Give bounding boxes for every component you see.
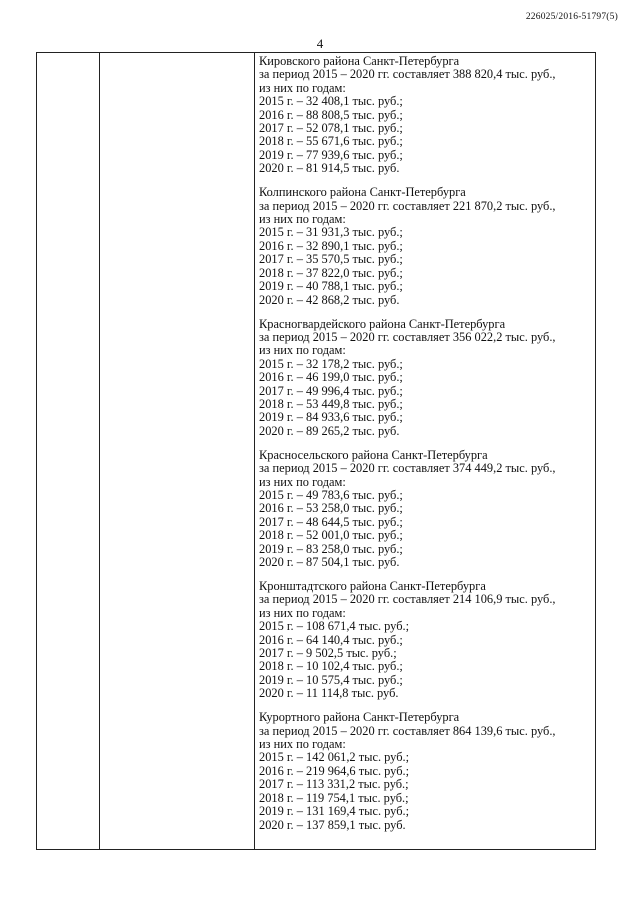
year-line-2018: 2018 г. – 52 001,0 тыс. руб.; bbox=[259, 528, 403, 543]
year-line-2017: 2017 г. – 9 502,5 тыс. руб.; bbox=[259, 646, 397, 661]
funding-table bbox=[36, 52, 596, 850]
year-line-2020: 2020 г. – 137 859,1 тыс. руб. bbox=[259, 817, 406, 832]
district-name: Курортного района Санкт-Петербурга bbox=[259, 710, 460, 725]
year-line-2019: 2019 г. – 83 258,0 тыс. руб.; bbox=[259, 541, 403, 556]
year-line-2016: 2016 г. – 32 890,1 тыс. руб.; bbox=[259, 238, 403, 253]
year-line-2016: 2016 г. – 53 258,0 тыс. руб.; bbox=[259, 501, 403, 516]
year-line-2018: 2018 г. – 37 822,0 тыс. руб.; bbox=[259, 265, 403, 280]
year-line-2020: 2020 г. – 87 504,1 тыс. руб. bbox=[259, 555, 400, 569]
year-line-2019: 2019 г. – 40 788,1 тыс. руб.; bbox=[259, 279, 403, 294]
district-intro: из них по годам: bbox=[259, 212, 346, 227]
district-block-kurortny bbox=[259, 711, 589, 832]
year-line-2020: 2020 г. – 11 114,8 тыс. руб. bbox=[259, 686, 399, 701]
district-name: Красногвардейского района Санкт-Петербурга bbox=[259, 316, 506, 331]
year-line-2015: 2015 г. – 142 061,2 тыс. руб.; bbox=[259, 750, 410, 765]
year-line-2018: 2018 г. – 119 754,1 тыс. руб.; bbox=[259, 790, 409, 805]
year-line-2020: 2020 г. – 89 265,2 тыс. руб. bbox=[259, 423, 400, 438]
district-name: Кировского района Санкт-Петербурга bbox=[259, 54, 460, 68]
column-divider-2 bbox=[254, 53, 255, 849]
year-line-2016: 2016 г. – 88 808,5 тыс. руб.; bbox=[259, 107, 403, 122]
district-name: Колпинского района Санкт-Петербурга bbox=[259, 185, 466, 200]
district-total: за период 2015 – 2020 гг. составляет 214 106,9 тыс. руб., bbox=[259, 592, 556, 607]
year-line-2019: 2019 г. – 10 575,4 тыс. руб.; bbox=[259, 672, 403, 687]
page-number: 4 bbox=[316, 36, 324, 51]
year-line-2019: 2019 г. – 84 933,6 тыс. руб.; bbox=[259, 410, 403, 425]
year-line-2020: 2020 г. – 42 868,2 тыс. руб. bbox=[259, 292, 400, 307]
document-id: 226025/2016-51797(5) bbox=[525, 12, 618, 22]
district-total: за период 2015 – 2020 гг. составляет 864 139,6 тыс. руб., bbox=[259, 723, 556, 738]
district-intro: из них по годам: bbox=[259, 605, 346, 620]
funding-text-column bbox=[259, 55, 589, 843]
district-block-kolpinsky bbox=[259, 186, 589, 307]
year-line-2018: 2018 г. – 10 102,4 тыс. руб.; bbox=[259, 659, 403, 674]
year-line-2017: 2017 г. – 49 996,4 тыс. руб.; bbox=[259, 383, 403, 398]
year-line-2017: 2017 г. – 52 078,1 тыс. руб.; bbox=[259, 121, 403, 136]
year-line-2016: 2016 г. – 64 140,4 тыс. руб.; bbox=[259, 632, 403, 647]
district-block-kronshtadtsky bbox=[259, 580, 589, 701]
district-total: за период 2015 – 2020 гг. составляет 221 870,2 тыс. руб., bbox=[259, 198, 556, 213]
year-line-2015: 2015 г. – 31 931,3 тыс. руб.; bbox=[259, 225, 403, 240]
district-name: Кронштадтского района Санкт-Петербурга bbox=[259, 579, 486, 593]
year-line-2015: 2015 г. – 32 178,2 тыс. руб.; bbox=[259, 356, 403, 371]
district-name: Красносельского района Санкт-Петербурга bbox=[259, 447, 488, 462]
district-total: за период 2015 – 2020 гг. составляет 388 820,4 тыс. руб., bbox=[259, 67, 556, 82]
district-block-krasnogvardeysky bbox=[259, 318, 589, 439]
year-line-2020: 2020 г. – 81 914,5 тыс. руб. bbox=[259, 161, 400, 176]
district-total: за период 2015 – 2020 гг. составляет 356 022,2 тыс. руб., bbox=[259, 329, 556, 344]
year-line-2019: 2019 г. – 131 169,4 тыс. руб.; bbox=[259, 804, 410, 819]
district-block-krasnoselsky bbox=[259, 449, 589, 570]
district-intro: из них по годам: bbox=[259, 343, 346, 358]
year-line-2016: 2016 г. – 46 199,0 тыс. руб.; bbox=[259, 370, 403, 385]
year-line-2017: 2017 г. – 113 331,2 тыс. руб.; bbox=[259, 777, 409, 792]
column-divider-1 bbox=[99, 53, 100, 849]
year-line-2017: 2017 г. – 48 644,5 тыс. руб.; bbox=[259, 514, 403, 529]
year-line-2015: 2015 г. – 108 671,4 тыс. руб.; bbox=[259, 619, 410, 634]
year-line-2016: 2016 г. – 219 964,6 тыс. руб.; bbox=[259, 763, 410, 778]
year-line-2019: 2019 г. – 77 939,6 тыс. руб.; bbox=[259, 147, 403, 162]
district-intro: из них по годам: bbox=[259, 737, 346, 752]
district-intro: из них по годам: bbox=[259, 80, 346, 95]
year-line-2018: 2018 г. – 55 671,6 тыс. руб.; bbox=[259, 134, 403, 149]
district-total: за период 2015 – 2020 гг. составляет 374 449,2 тыс. руб., bbox=[259, 461, 556, 476]
year-line-2018: 2018 г. – 53 449,8 тыс. руб.; bbox=[259, 396, 403, 411]
district-block-kirovsky bbox=[259, 55, 589, 176]
year-line-2015: 2015 г. – 49 783,6 тыс. руб.; bbox=[259, 487, 403, 502]
year-line-2015: 2015 г. – 32 408,1 тыс. руб.; bbox=[259, 94, 403, 109]
year-line-2017: 2017 г. – 35 570,5 тыс. руб.; bbox=[259, 252, 403, 267]
district-intro: из них по годам: bbox=[259, 474, 346, 489]
